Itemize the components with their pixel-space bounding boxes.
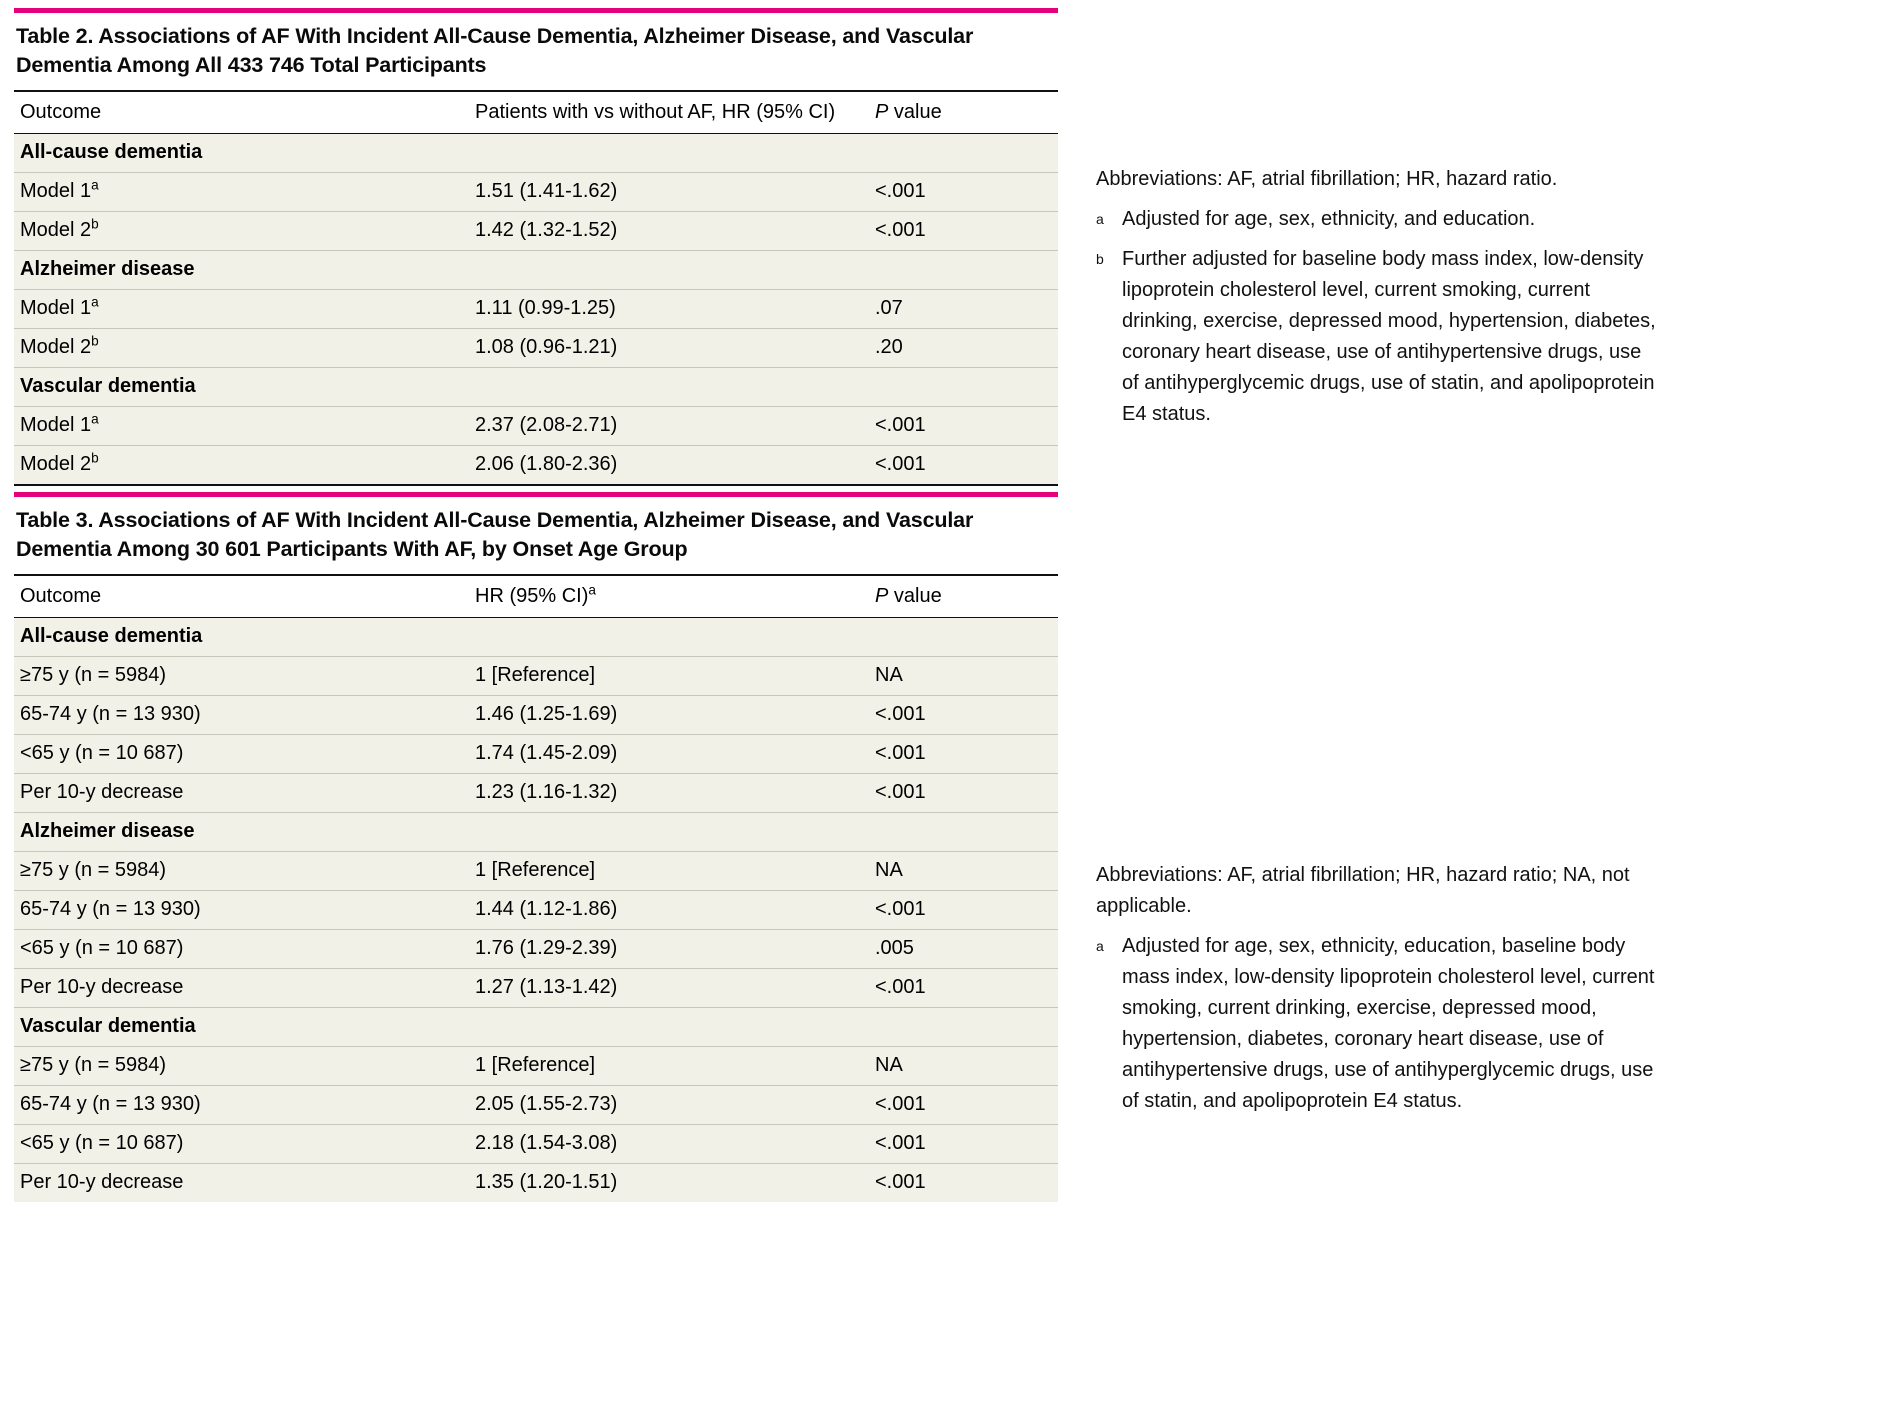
p-rest: value <box>888 101 942 123</box>
row-label: <65 y (n = 10 687) <box>14 930 469 969</box>
footnote-a-text: Adjusted for age, sex, ethnicity, and education. <box>1122 208 1536 230</box>
abbreviations-note: Abbreviations: AF, atrial fibrillation; HR, hazard ratio. <box>1096 168 1558 190</box>
table-3-title: Table 3. Associations of AF With Incident All-Cause Dementia, Alzheimer Disease, and Vascular Dementia Among 30 601 Participants With AF, by Onset Age Group <box>16 508 974 561</box>
group-label: All-cause dementia <box>14 134 1058 173</box>
row-pvalue: <.001 <box>869 1164 1058 1203</box>
row-label <box>14 173 469 212</box>
row-label <box>14 446 469 486</box>
row-value: 2.05 (1.55-2.73) <box>469 1086 869 1125</box>
table-row <box>14 173 1058 212</box>
row-footnote-marker: b <box>91 216 99 232</box>
row-pvalue: <.001 <box>869 407 1058 446</box>
row-value: 1.46 (1.25-1.69) <box>469 696 869 735</box>
row-label-text: Model 1 <box>20 180 92 202</box>
footnote-b <box>1096 244 1656 430</box>
row-label <box>14 212 469 251</box>
table-row <box>14 1047 1058 1086</box>
row-value: 2.37 (2.08-2.71) <box>469 407 869 446</box>
table-row <box>14 813 1058 852</box>
row-pvalue: <.001 <box>869 969 1058 1008</box>
row-pvalue: NA <box>869 1047 1058 1086</box>
row-label: <65 y (n = 10 687) <box>14 1125 469 1164</box>
row-pvalue: .20 <box>869 329 1058 368</box>
row-value: 1 [Reference] <box>469 1047 869 1086</box>
table-2-block <box>14 8 1058 486</box>
row-pvalue: <.001 <box>869 1125 1058 1164</box>
group-label: Vascular dementia <box>14 1008 1058 1047</box>
table-2-header-outcome: Outcome <box>14 91 469 134</box>
row-pvalue: <.001 <box>869 1086 1058 1125</box>
row-label-text: Model 1 <box>20 414 92 436</box>
table-row <box>14 969 1058 1008</box>
table-row <box>14 735 1058 774</box>
table-3-header-pvalue <box>869 575 1058 618</box>
header-value-text: HR (95% CI) <box>475 585 589 607</box>
table-2-header-row <box>14 91 1058 134</box>
footnote-a-text: Adjusted for age, sex, ethnicity, education, baseline body mass index, low-density lipoprotein cholesterol level, current smoking, current drinking, exercise, depressed mood, hypertension, diabetes, coronary heart disease, use of antihypertensive drugs, use of antihyperglycemic drugs, use of statin, and apolipoprotein E4 status. <box>1122 935 1655 1112</box>
row-pvalue: .005 <box>869 930 1058 969</box>
table-row <box>14 618 1058 657</box>
row-pvalue: <.001 <box>869 696 1058 735</box>
table-3-header-row <box>14 575 1058 618</box>
row-label <box>14 407 469 446</box>
row-pvalue: <.001 <box>869 173 1058 212</box>
table-3-header-value <box>469 575 869 618</box>
row-footnote-marker: a <box>91 177 99 193</box>
group-label: Alzheimer disease <box>14 251 1058 290</box>
row-pvalue: <.001 <box>869 891 1058 930</box>
table-row <box>14 891 1058 930</box>
table-2-header-value: Patients with vs without AF, HR (95% CI) <box>469 91 869 134</box>
p-italic: P <box>875 101 889 123</box>
row-pvalue: <.001 <box>869 735 1058 774</box>
row-value: 1.74 (1.45-2.09) <box>469 735 869 774</box>
table-3 <box>14 574 1058 1202</box>
table-row <box>14 1086 1058 1125</box>
table-row <box>14 852 1058 891</box>
group-label: Vascular dementia <box>14 368 1058 407</box>
table-2-title: Table 2. Associations of AF With Incident All-Cause Dementia, Alzheimer Disease, and Vascular Dementia Among All 433 746 Total Participants <box>16 24 974 77</box>
row-value: 1.08 (0.96-1.21) <box>469 329 869 368</box>
table-row <box>14 251 1058 290</box>
row-footnote-marker: a <box>91 411 99 427</box>
row-pvalue: <.001 <box>869 774 1058 813</box>
row-pvalue: NA <box>869 852 1058 891</box>
header-footnote-marker: a <box>588 582 596 598</box>
table-2-header-pvalue <box>869 91 1058 134</box>
row-label-text: Model 2 <box>20 336 92 358</box>
row-value: 1.42 (1.32-1.52) <box>469 212 869 251</box>
row-label: ≥75 y (n = 5984) <box>14 1047 469 1086</box>
table-row <box>14 696 1058 735</box>
row-value: 1.35 (1.20-1.51) <box>469 1164 869 1203</box>
row-label: <65 y (n = 10 687) <box>14 735 469 774</box>
group-label: All-cause dementia <box>14 618 1058 657</box>
row-pvalue: <.001 <box>869 446 1058 486</box>
table-3-header-outcome: Outcome <box>14 575 469 618</box>
table-row <box>14 368 1058 407</box>
row-label <box>14 329 469 368</box>
table-row <box>14 930 1058 969</box>
footnote-a <box>1096 931 1656 1117</box>
footnote-a <box>1096 204 1656 235</box>
table-row <box>14 774 1058 813</box>
row-label: 65-74 y (n = 13 930) <box>14 891 469 930</box>
p-rest: value <box>888 585 942 607</box>
table-3-block <box>14 492 1058 1202</box>
row-value: 1 [Reference] <box>469 657 869 696</box>
table-2-footnotes <box>1096 164 1656 439</box>
footnote-b-text: Further adjusted for baseline body mass index, low-density lipoprotein cholesterol level, current smoking, current drinking, exercise, depressed mood, hypertension, diabetes, coronary heart disease, use of antihypertensive drugs, use of antihyperglycemic drugs, use of statin, and apolipoprotein E4 status. <box>1122 248 1656 425</box>
row-value: 1.76 (1.29-2.39) <box>469 930 869 969</box>
row-pvalue: .07 <box>869 290 1058 329</box>
row-label: ≥75 y (n = 5984) <box>14 657 469 696</box>
row-footnote-marker: b <box>91 333 99 349</box>
row-label: Per 10-y decrease <box>14 1164 469 1203</box>
table-row <box>14 329 1058 368</box>
table-row <box>14 290 1058 329</box>
row-value: 1.27 (1.13-1.42) <box>469 969 869 1008</box>
table-3-footnotes <box>1096 860 1656 1126</box>
row-pvalue: NA <box>869 657 1058 696</box>
row-value: 1.51 (1.41-1.62) <box>469 173 869 212</box>
row-label-text: Model 2 <box>20 219 92 241</box>
row-label: Per 10-y decrease <box>14 969 469 1008</box>
row-value: 1 [Reference] <box>469 852 869 891</box>
table-row <box>14 657 1058 696</box>
row-label <box>14 290 469 329</box>
footnote-b-marker: b <box>1096 251 1104 267</box>
row-value: 2.18 (1.54-3.08) <box>469 1125 869 1164</box>
row-footnote-marker: a <box>91 294 99 310</box>
row-value: 2.06 (1.80-2.36) <box>469 446 869 486</box>
table-row <box>14 446 1058 486</box>
row-label: ≥75 y (n = 5984) <box>14 852 469 891</box>
row-value: 1.23 (1.16-1.32) <box>469 774 869 813</box>
table-row <box>14 1008 1058 1047</box>
abbreviations-note: Abbreviations: AF, atrial fibrillation; HR, hazard ratio; NA, not applicable. <box>1096 864 1630 917</box>
table-row <box>14 1125 1058 1164</box>
row-footnote-marker: b <box>91 450 99 466</box>
row-label-text: Model 2 <box>20 453 92 475</box>
row-label-text: Model 1 <box>20 297 92 319</box>
row-value: 1.44 (1.12-1.86) <box>469 891 869 930</box>
row-pvalue: <.001 <box>869 212 1058 251</box>
table-row <box>14 134 1058 173</box>
footnote-a-marker: a <box>1096 938 1104 954</box>
table-row <box>14 1164 1058 1203</box>
group-label: Alzheimer disease <box>14 813 1058 852</box>
p-italic: P <box>875 585 889 607</box>
row-label: 65-74 y (n = 13 930) <box>14 1086 469 1125</box>
row-label: Per 10-y decrease <box>14 774 469 813</box>
row-value: 1.11 (0.99-1.25) <box>469 290 869 329</box>
table-row <box>14 212 1058 251</box>
table-row <box>14 407 1058 446</box>
row-label: 65-74 y (n = 13 930) <box>14 696 469 735</box>
table-2 <box>14 90 1058 486</box>
footnote-a-marker: a <box>1096 211 1104 227</box>
